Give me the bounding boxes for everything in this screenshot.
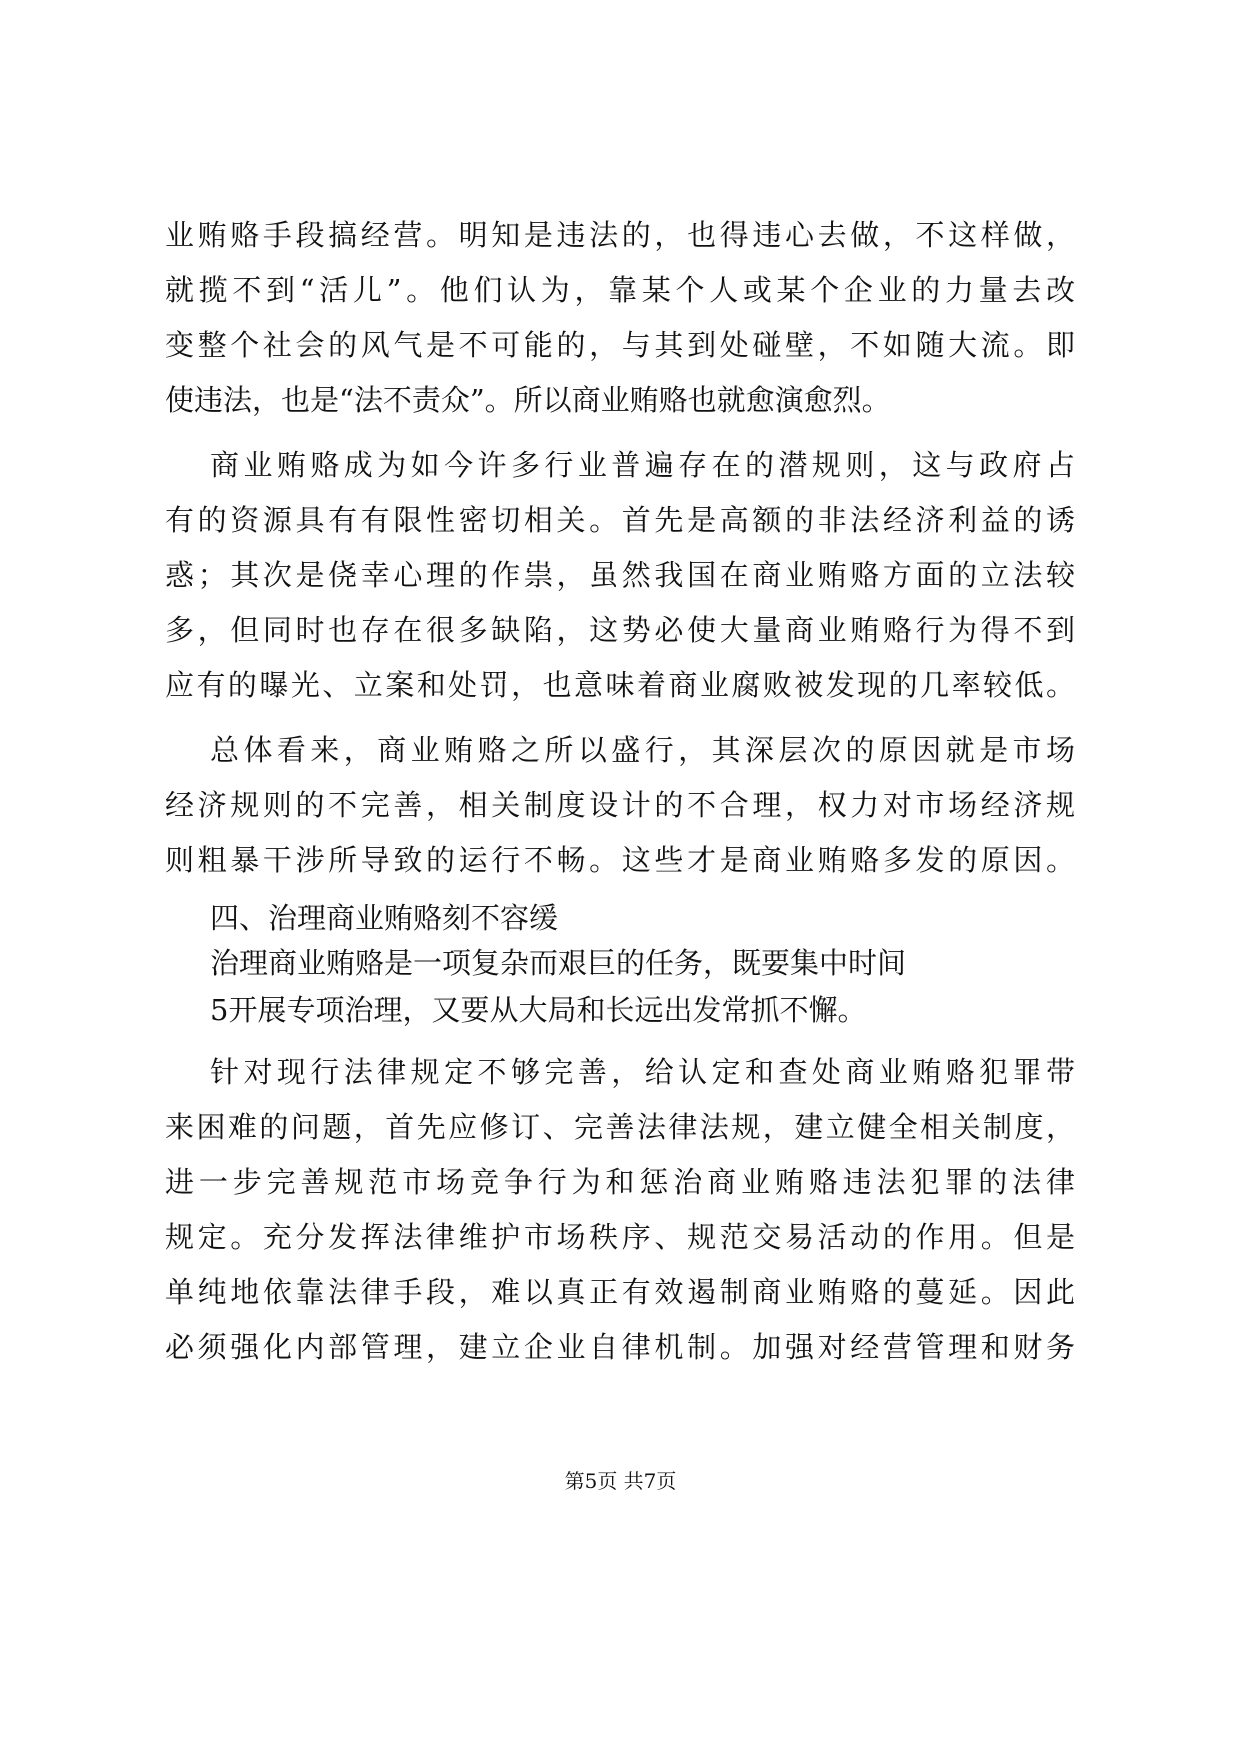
- text-line: 针对现行法律规定不够完善，给认定和查处商业贿赂犯罪带: [210, 1055, 1075, 1089]
- text-line: 来困难的问题，首先应修订、完善法律法规，建立健全相关制度，: [165, 1110, 1075, 1144]
- text-line: 单纯地依靠法律手段，难以真正有效遏制商业贿赂的蔓延。因此: [165, 1275, 1075, 1309]
- text-line: 惑；其次是侥幸心理的作祟，虽然我国在商业贿赂方面的立法较: [165, 558, 1075, 592]
- text-line: 就揽不到“活儿”。他们认为，靠某个人或某个企业的力量去改: [165, 273, 1075, 307]
- text-line: 规定。充分发挥法律维护市场秩序、规范交易活动的作用。但是: [165, 1220, 1075, 1254]
- text-line: 多，但同时也存在很多缺陷，这势必使大量商业贿赂行为得不到: [165, 613, 1075, 647]
- section-heading: 四、治理商业贿赂刻不容缓: [210, 901, 559, 935]
- text-line: 商业贿赂成为如今许多行业普遍存在的潜规则，这与政府占: [210, 448, 1075, 482]
- text-line: 应有的曝光、立案和处罚，也意味着商业腐败被发现的几率较低。: [165, 668, 1075, 702]
- text-line: 经济规则的不完善，相关制度设计的不合理，权力对市场经济规: [165, 788, 1075, 822]
- text-line: 进一步完善规范市场竞争行为和惩治商业贿赂违法犯罪的法律: [165, 1165, 1075, 1199]
- text-line: 总体看来，商业贿赂之所以盛行，其深层次的原因就是市场: [210, 733, 1075, 767]
- text-line: 必须强化内部管理，建立企业自律机制。加强对经营管理和财务: [165, 1330, 1075, 1364]
- text-line: 则粗暴干涉所导致的运行不畅。这些才是商业贿赂多发的原因。: [165, 843, 1075, 877]
- page-footer: 第5页 共7页: [564, 1469, 677, 1493]
- text-line: 有的资源具有有限性密切相关。首先是高额的非法经济利益的诱: [165, 503, 1075, 537]
- text-line: 使违法，也是“法不责众”。所以商业贿赂也就愈演愈烈。: [165, 383, 891, 417]
- text-line: 治理商业贿赂是一项复杂而艰巨的任务，既要集中时间: [210, 946, 907, 980]
- text-line: 5开展专项治理，又要从大局和长远出发常抓不懈。: [210, 993, 867, 1027]
- text-line: 业贿赂手段搞经营。明知是违法的，也得违心去做，不这样做，: [165, 218, 1075, 252]
- text-line: 变整个社会的风气是不可能的，与其到处碰壁，不如随大流。即: [165, 328, 1075, 362]
